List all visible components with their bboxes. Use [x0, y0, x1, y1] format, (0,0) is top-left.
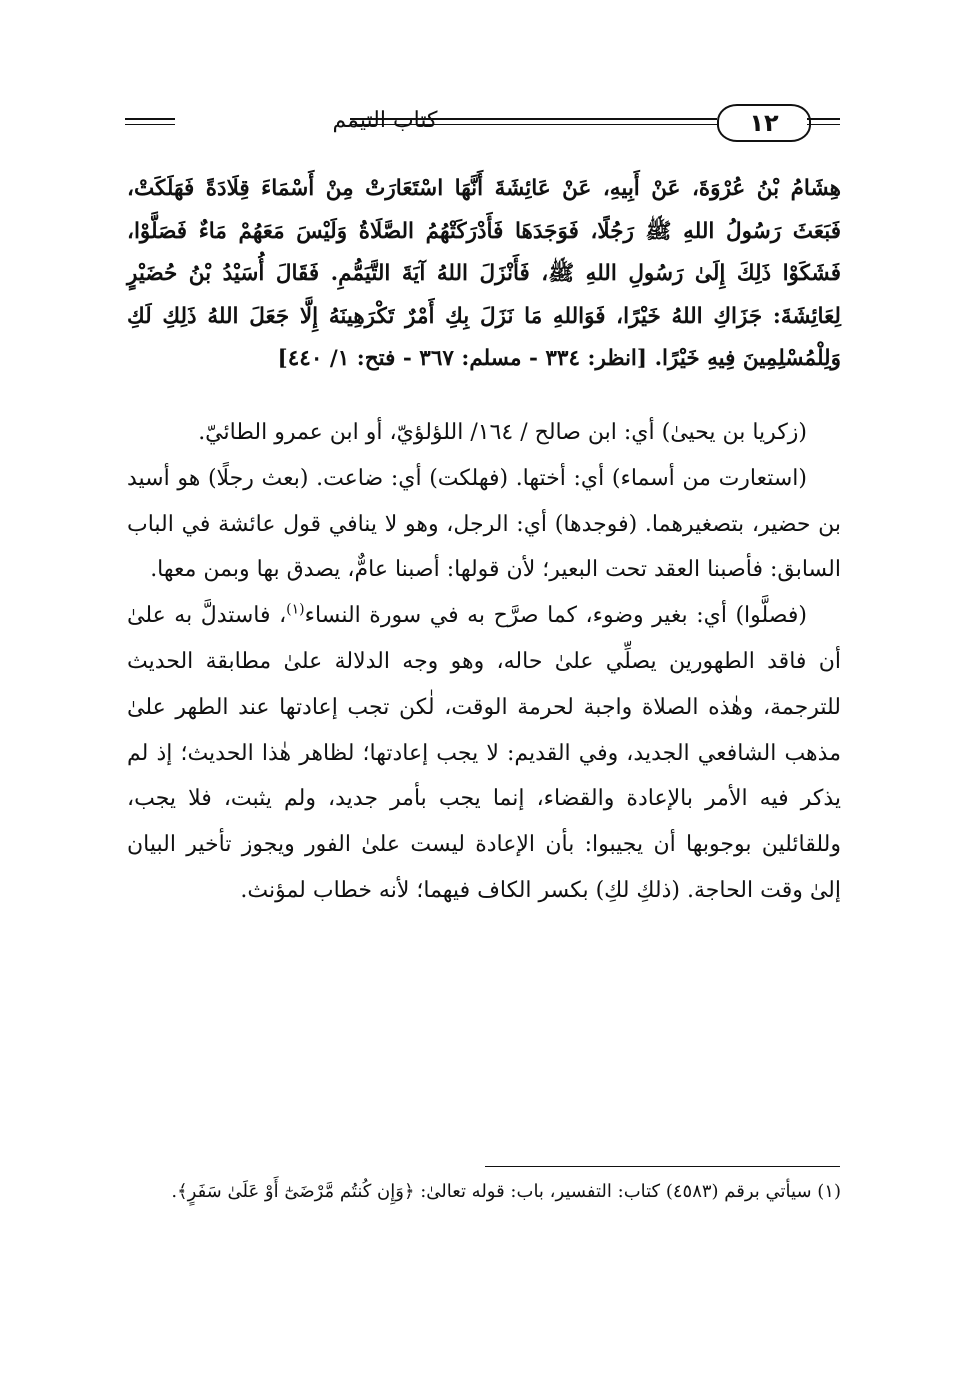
- chapter-title: كتاب التيمم: [332, 108, 438, 133]
- header-rule-right-top: [807, 118, 840, 120]
- header-rule-middle-top: [350, 118, 717, 120]
- commentary-paragraph: [127, 593, 841, 914]
- commentary-paragraph-text: فاستدلَّ به علىٰ أن فاقد الطهورين يصلِّي علىٰ حاله، وهو وجه الدلالة علىٰ مطابقة الحديث للترجمة، وهٰذه الصلاة واجبة لحرمة الوقت، لٰكن تجب إعادتها عند الطهر علىٰ مذهب الشافعي الجديد، وفي القديم: لا يجب إعادتها؛ لظاهر هٰذا الحديث؛ إذ لم يذكر فيه الأمر بالإعادة والقضاء، إنما يجب بأمر جديد، ولم يثبت، فلا يجب، وللقائلين بوجوبها أن يجيبوا: بأن الإعادة ليست علىٰ الفور ويجوز تأخير البيان إلىٰ وقت الحاجة. (ذلكِ لكِ) بكسر الكاف فيهما؛ لأنه خطاب لمؤنث.: [127, 603, 841, 903]
- running-header: [125, 100, 840, 146]
- paragraph-comma: ،: [279, 603, 287, 629]
- hadith-text: هِشَامُ بْنُ عُرْوَةَ، عَنْ أَبِيهِ، عَنْ عَائِشَةَ أَنَّهَا اسْتَعَارَتْ مِنْ أَسْمَاءَ قِلَادَةً فَهَلَكَتْ، فَبَعَثَ رَسُولُ اللهِ ﷺ رَجُلًا، فَوَجَدَهَا فَأَدْرَكَتْهُمُ الصَّلَاةُ وَلَيْسَ مَعَهُمْ مَاءٌ فَصَلَّوْا، فَشَكَوْا ذَلِكَ إِلَىٰ رَسُولِ اللهِ ﷺ، فَأَنْزَلَ اللهُ آيَةَ التَّيَمُّمِ. فَقَالَ أُسَيْدُ بْنُ حُضَيْرٍ لِعَائِشَةَ: جَزَاكِ اللهُ خَيْرًا، فَوَاللهِ مَا نَزَلَ بِكِ أَمْرٌ تَكْرَهِينَهُ إِلَّا جَعَلَ اللهُ ذَلِكِ لَكِ وَلِلْمُسْلِمِينَ فِيهِ خَيْرًا. [انظر: ٣٣٤ - مسلم: ٣٦٧ - فتح: ١/ ٤٤٠]: [127, 176, 841, 371]
- commentary: [127, 410, 841, 914]
- header-rule-middle-bottom: [350, 124, 717, 125]
- header-rule-left-bottom: [125, 124, 175, 125]
- footnote: (١) سيأتي برقم (٤٥٨٣) كتاب: التفسير، باب: قوله تعالىٰ: ﴿وَإِن كُنتُم مَّرْضَىٰٓ أَوْ عَلَىٰ سَفَرٍ﴾.: [171, 1181, 841, 1202]
- footnote-divider: [485, 1166, 840, 1167]
- header-rule-left-top: [125, 118, 175, 120]
- page-number-badge: ١٢: [717, 104, 811, 142]
- commentary-paragraph-text: (فصلَّوا) أي: بغير وضوء، كما صرَّح به في سورة النساء: [304, 603, 807, 629]
- footnote-marker: (١): [286, 601, 305, 618]
- commentary-paragraph: (زكريا بن يحيىٰ) أي: ابن صالح / ١٦٤/ اللؤلؤيّ، أو ابن عمرو الطائيّ.: [198, 420, 807, 445]
- commentary-paragraph: (استعارت من أسماء) أي: أختها. (فهلكت) أي: ضاعت. (بعث رجلًا) هو أسيد بن حضير، بتصغيرهما. (فوجدها) أي: الرجل، وهو لا ينافي قول عائشة في الباب السابق: فأصبنا العقد تحت البعير؛ لأن قولها: أصبنا عامٌّ، يصدق بها وبمن معها.: [127, 465, 841, 583]
- header-rule-right-bottom: [807, 124, 840, 125]
